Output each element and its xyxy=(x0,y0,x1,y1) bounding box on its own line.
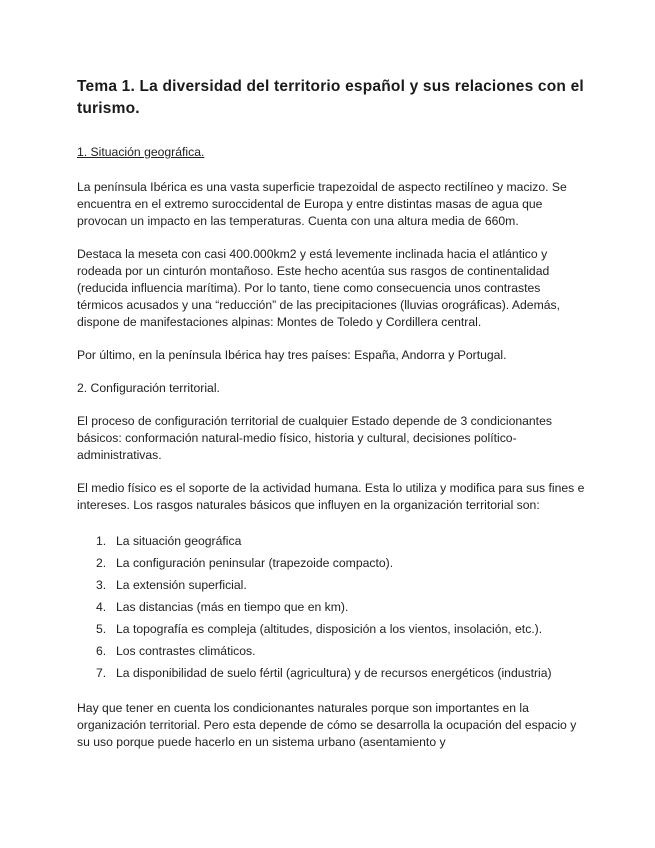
list-item-number: 1. xyxy=(96,534,107,548)
document-page xyxy=(77,76,587,767)
list-item xyxy=(77,662,587,684)
list-item-text: La configuración peninsular (trapezoide compacto). xyxy=(116,556,394,570)
list-item-text: Los contrastes climáticos. xyxy=(116,644,256,658)
list-item xyxy=(77,640,587,662)
list-item xyxy=(77,530,587,552)
paragraph: El medio físico es el soporte de la actividad humana. Esta lo utiliza y modifica para sus fines e intereses. Los rasgos naturales básicos que influyen en la organización territorial son: xyxy=(77,481,585,512)
list-item-number: 3. xyxy=(96,578,107,592)
list-item-text: La extensión superficial. xyxy=(116,578,247,592)
paragraph: Por último, en la península Ibérica hay tres países: España, Andorra y Portugal. xyxy=(77,348,507,362)
paragraph: Hay que tener en cuenta los condicionantes naturales porque son importantes en la organización territorial. Pero esta depende de cómo se desarrolla la ocupación del espacio y su uso porque puede hacerlo en un sistema urbano (asentamiento y xyxy=(77,701,577,749)
list-item xyxy=(77,618,587,640)
numbered-list xyxy=(77,530,587,684)
list-item-number: 6. xyxy=(96,644,107,658)
list-item xyxy=(77,596,587,618)
list-item-number: 2. xyxy=(96,556,107,570)
document-title: Tema 1. La diversidad del territorio español y sus relaciones con el turismo. xyxy=(77,78,584,117)
list-item-number: 5. xyxy=(96,622,107,636)
section-heading-configuracion: 2. Configuración territorial. xyxy=(77,381,220,395)
list-item xyxy=(77,552,587,574)
list-item-text: La topografía es compleja (altitudes, disposición a los vientos, insolación, etc.). xyxy=(116,622,543,636)
paragraph: Destaca la meseta con casi 400.000km2 y está levemente inclinada hacia el atlántico y rodeada por un cinturón montañoso. Este hecho acentúa sus rasgos de continentalidad (reducida influencia marítima). Por lo tanto, tiene como consecuencia unos contrastes térmicos acusados y una “reducción” de las precipitaciones (lluvias orográficas). Además, dispone de manifestaciones alpinas: Montes de Toledo y Cordillera central. xyxy=(77,247,560,329)
paragraph: La península Ibérica es una vasta superficie trapezoidal de aspecto rectilíneo y macizo. Se encuentra en el extremo suroccidental de Europa y entre distintas masas de agua que provocan un impacto en las temperaturas. Cuenta con una altura media de 660m. xyxy=(77,180,567,228)
list-item-text: La disponibilidad de suelo fértil (agricultura) y de recursos energéticos (industria) xyxy=(116,666,552,680)
list-item-text: Las distancias (más en tiempo que en km). xyxy=(116,600,349,614)
list-item-text: La situación geográfica xyxy=(116,534,242,548)
list-item-number: 4. xyxy=(96,600,107,614)
list-item xyxy=(77,574,587,596)
paragraph: El proceso de configuración territorial de cualquier Estado depende de 3 condicionantes básicos: conformación natural-medio físico, historia y cultural, decisiones político-administrativas. xyxy=(77,414,552,462)
list-item-number: 7. xyxy=(96,666,107,680)
section-heading-situacion: 1. Situación geográfica. xyxy=(77,145,205,159)
